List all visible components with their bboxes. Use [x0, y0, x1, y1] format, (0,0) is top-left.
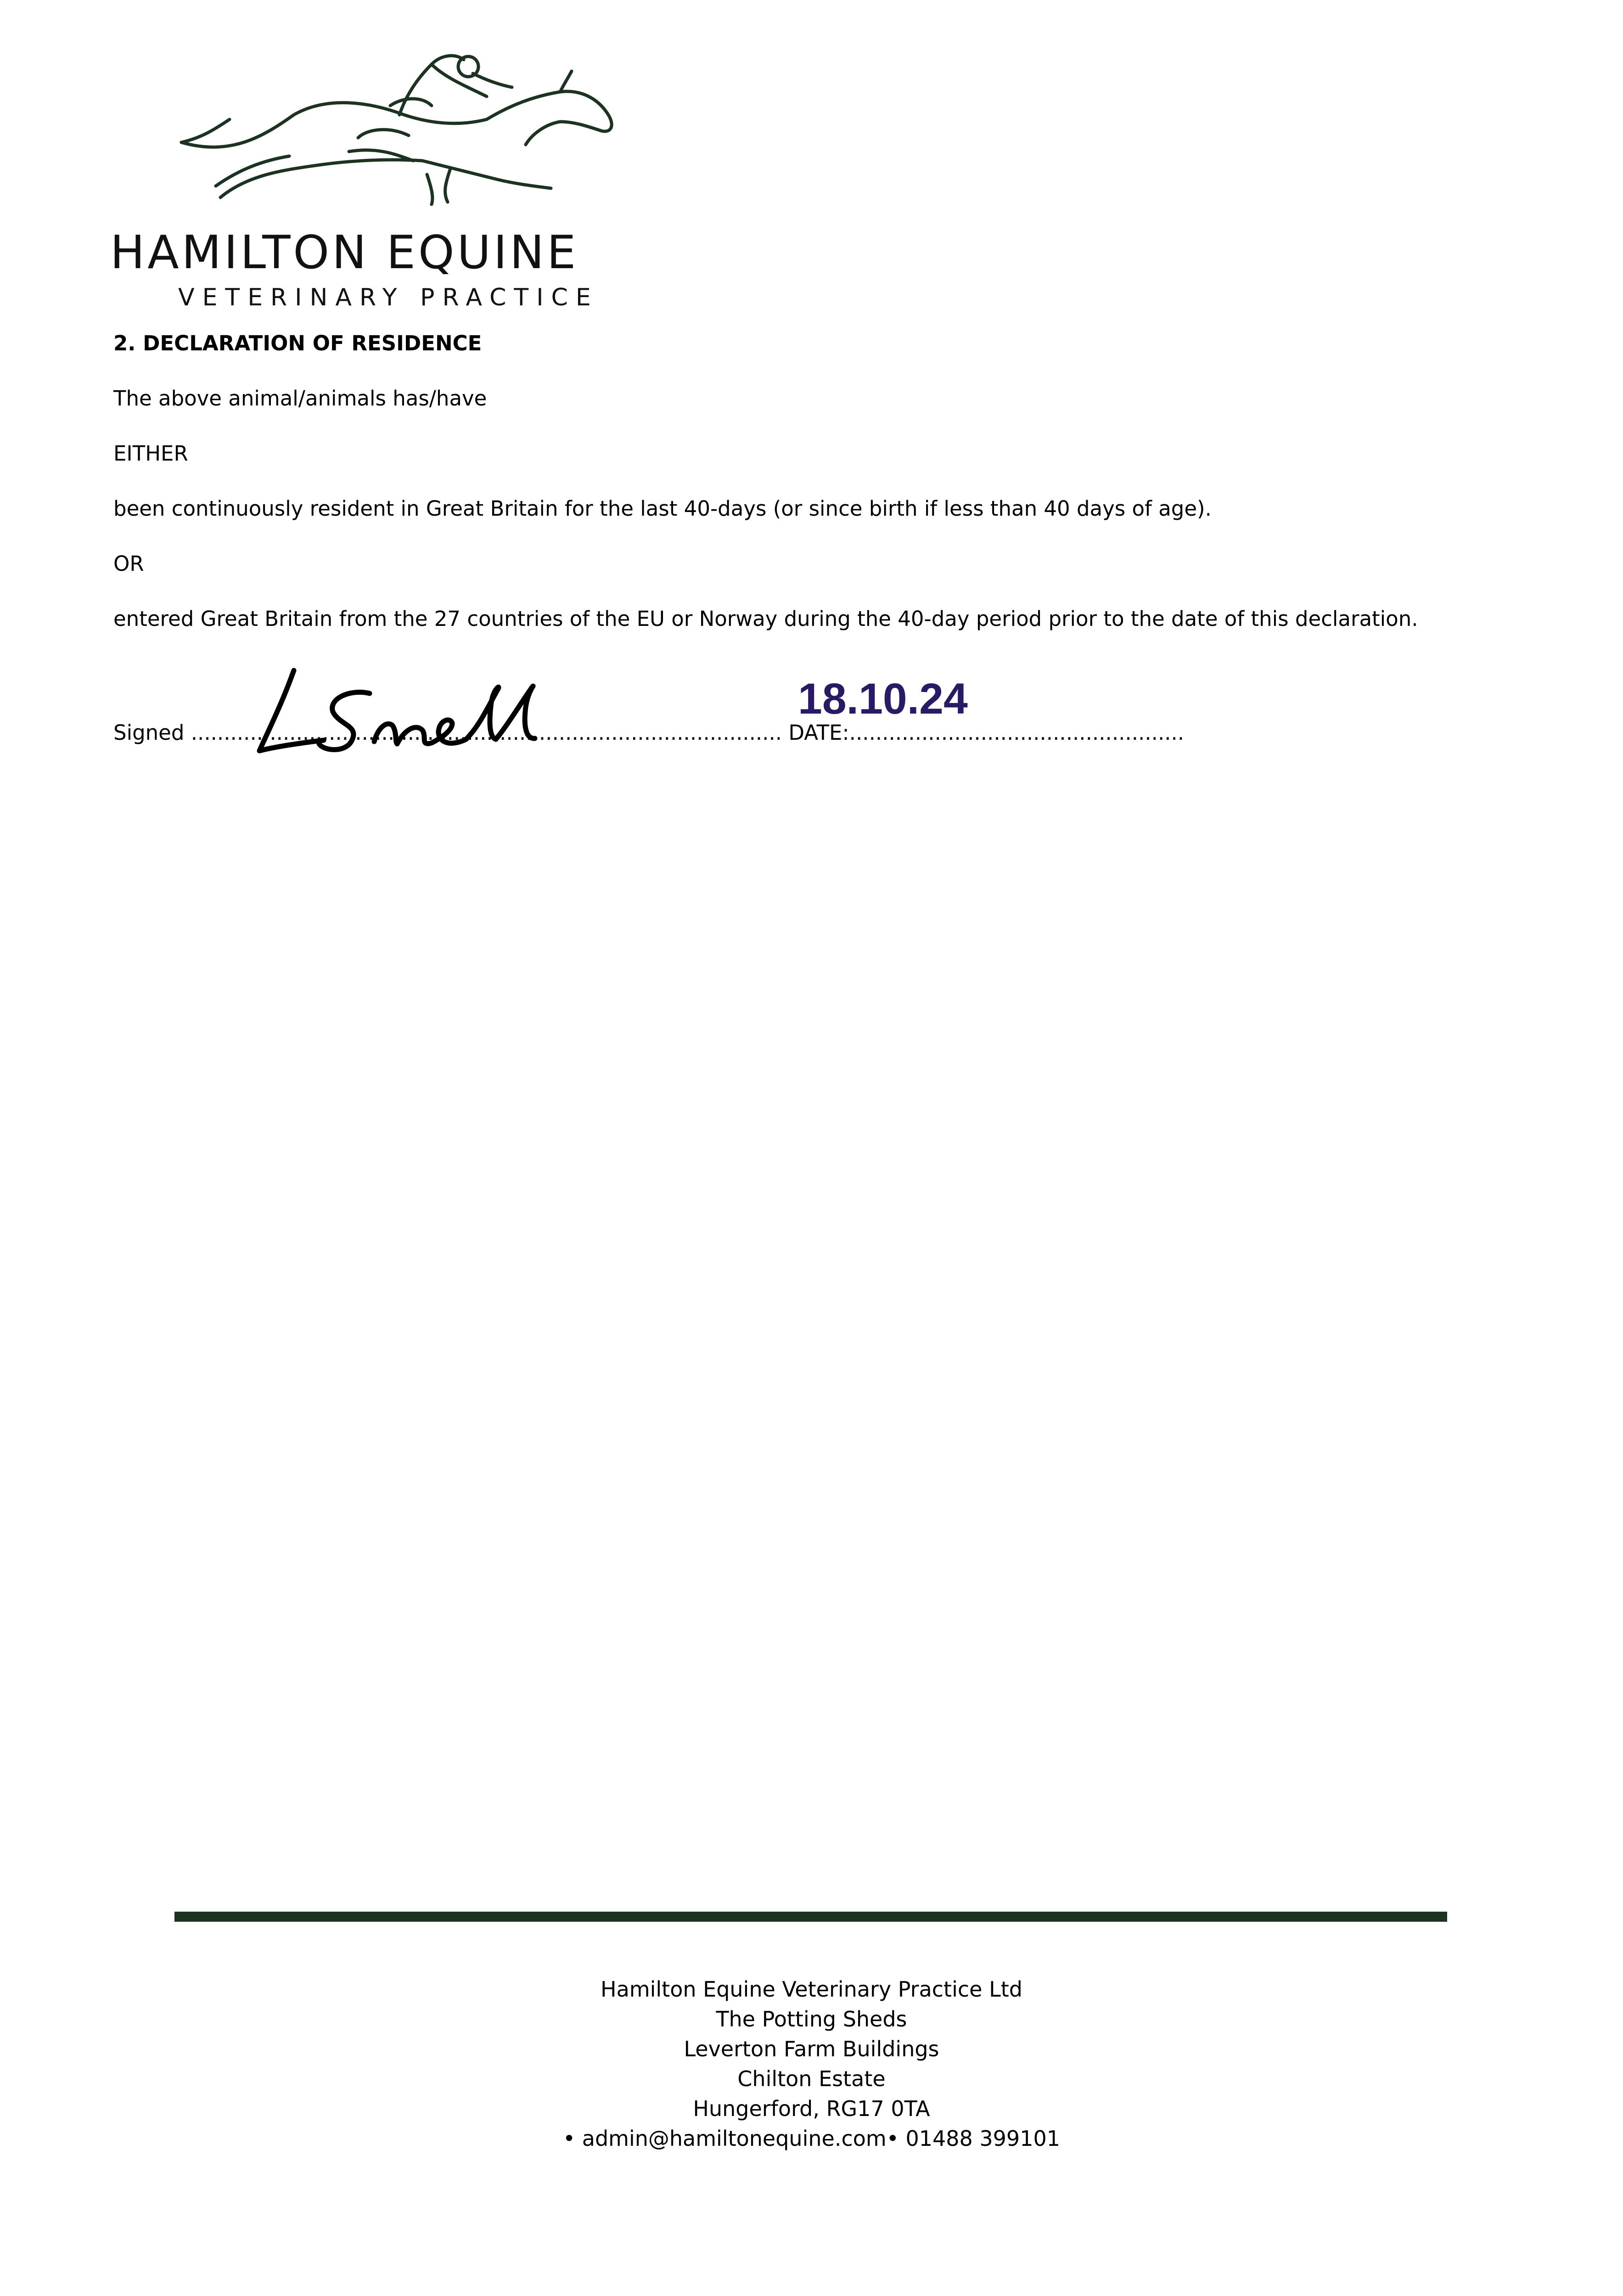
footer-address [0, 1975, 1623, 2154]
brand-subtitle: VETERINARY PRACTICE [178, 284, 599, 311]
footer-divider [174, 1912, 1447, 1922]
footer-company: Hamilton Equine Veterinary Practice Ltd [601, 1977, 1022, 2002]
footer-address-line-4: Hungerford, RG17 0TA [693, 2096, 930, 2121]
date-value: 18.10.24 [798, 675, 968, 723]
intro-text: The above animal/animals has/have [113, 386, 487, 411]
footer-address-line-1: The Potting Sheds [716, 2007, 907, 2032]
footer-contact: • admin@hamiltonequine.com• 01488 399101 [563, 2126, 1060, 2151]
signed-label: Signed [113, 720, 185, 745]
or-label: OR [113, 551, 144, 576]
option-two-text: entered Great Britain from the 27 countries of the EU or Norway during the 40-day period prior to the date of this declaration. [113, 607, 1418, 631]
company-logo [110, 46, 638, 317]
footer-address-line-3: Chilton Estate [737, 2066, 886, 2091]
date-label: DATE: [788, 720, 849, 745]
date-dots: ................................................... [849, 720, 1185, 745]
handwritten-signature [250, 661, 572, 762]
either-label: EITHER [113, 441, 188, 466]
footer-address-line-2: Leverton Farm Buildings [684, 2037, 939, 2061]
signed-dots: .......................................................................................... [191, 720, 782, 745]
option-one-text: been continuously resident in Great Britain for the last 40-days (or since birth if less than 40 days of age). [113, 496, 1212, 521]
brand-name: HAMILTON EQUINE [110, 225, 579, 279]
horse-and-jockey-icon [110, 46, 638, 216]
section-heading: 2. DECLARATION OF RESIDENCE [113, 331, 482, 355]
